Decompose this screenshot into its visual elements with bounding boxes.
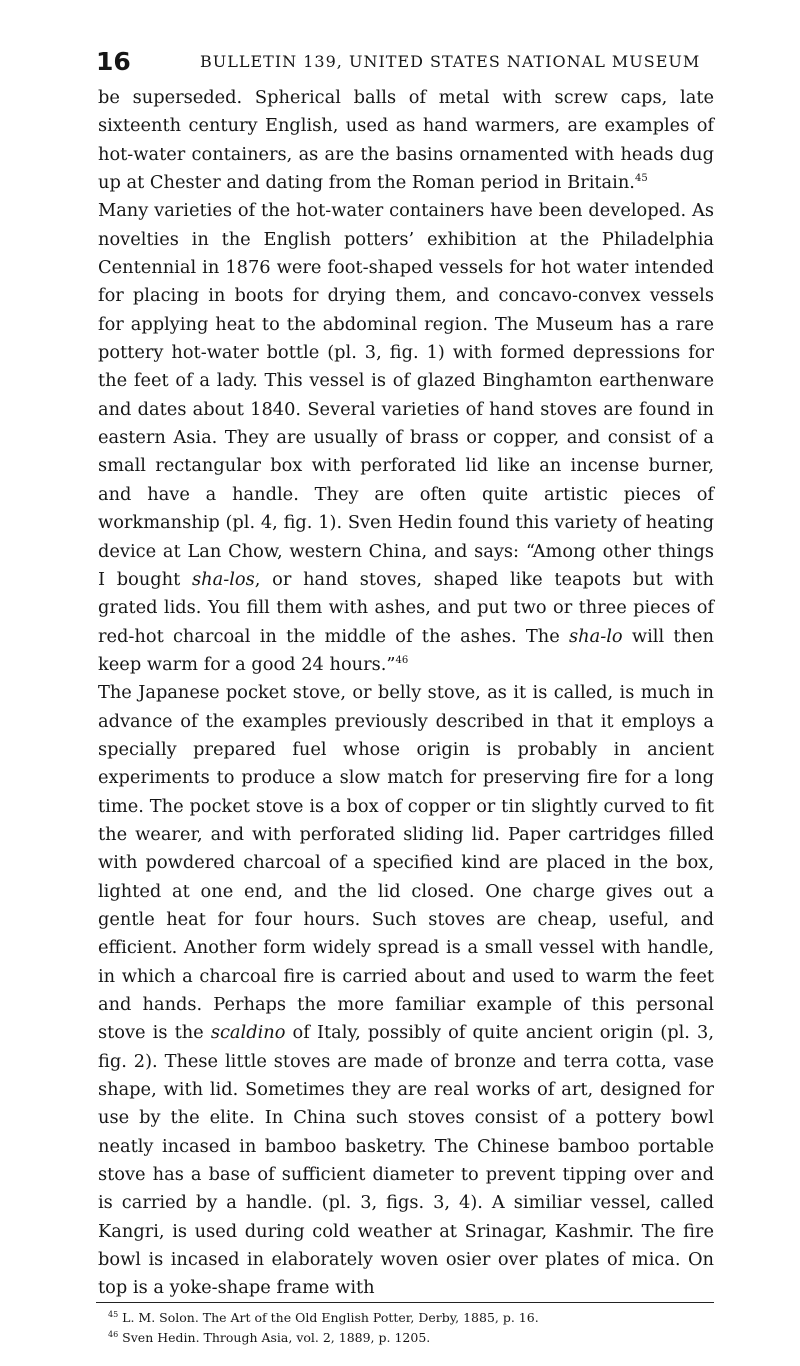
- footnote-45: [108, 1306, 708, 1326]
- body-text: [98, 84, 714, 1303]
- footnote-46: [108, 1326, 708, 1346]
- paragraph-3: The Japanese pocket stove, or belly stove, as it is called, is much in advance of the examples previously described in that it employs a specially prepared fuel whose origin is probably in ancient experiments to produce a slow match for preserving fire for a long time. The pocket stove is a box of copper or tin slightly curved to fit the wearer, and with perforated sliding lid. Paper cartridges filled with powdered charcoal of a specified kind are placed in the box, lighted at one end, and the lid closed. One charge gives out a gentle heat for four hours. Such stoves are cheap, useful, and efficient. Another form widely spread is a small vessel with handle, in which a charcoal fire is carried about and used to warm the feet and hands. Perhaps the more familiar example of this personal stove is the scaldino of Italy, possibly of quite ancient origin (pl. 3, fig. 2). These little stoves are made of bronze and terra cotta, vase shape, with lid. Sometimes they are real works of art, designed for use by the elite. In China such stoves consist of a pottery bowl neatly incased in bamboo basketry. The Chinese bamboo portable stove has a base of sufficient diameter to prevent tipping over and is carried by a handle. (pl. 3, figs. 3, 4). A similiar vessel, called Kangri, is used during cold weather at Srinagar, Kashmir. The fire bowl is incased in elaborately woven osier over plates of mica. On top is a yoke-shape frame with: [98, 682, 715, 1299]
- running-head: BULLETIN 139, UNITED STATES NATIONAL MUSEUM: [200, 52, 701, 71]
- footnote-text: L. M. Solon. The Art of the Old English Potter, Derby, 1885, p. 16.: [122, 1310, 539, 1326]
- page-header: [96, 44, 720, 80]
- footnote-marker: 45: [108, 1310, 119, 1319]
- footnote-rule: [96, 1302, 714, 1303]
- paragraph-2: Many varieties of the hot-water containers have been developed. As novelties in the English potters’ exhibition at the Philadelphia Centennial in 1876 were foot-shaped vessels for hot water intended for placing in boots for drying them, and concavo-convex vessels for applying heat to the abdominal region. The Museum has a rare pottery hot-water bottle (pl. 3, fig. 1) with formed depressions for the feet of a lady. This vessel is of glazed Binghamton earthenware and dates about 1840. Several varieties of hand stoves are found in eastern Asia. They are usually of brass or copper, and consist of a small rectangular box with perforated lid like an incense burner, and have a handle. They are often quite artistic pieces of workmanship (pl. 4, fig. 1). Sven Hedin found this variety of heating device at Lan Chow, western China, and says: “Among other things I bought sha-los, or hand stoves, shaped like teapots but with grated lids. You fill them with ashes, and put two or three pieces of red-hot charcoal in the middle of the ashes. The sha-lo will then keep warm for a good 24 hours.”$^{46}$: [98, 200, 714, 675]
- paragraph-1: be superseded. Spherical balls of metal with screw caps, late sixteenth century English, used as hand warmers, are examples of hot-water containers, as are the basins ornamented with heads dug up at Chester and dating from the Roman period in Britain.$^{45}$: [98, 87, 714, 194]
- footnote-text: Sven Hedin. Through Asia, vol. 2, 1889, p. 1205.: [122, 1330, 431, 1346]
- footnote-marker: 46: [108, 1330, 119, 1340]
- footnotes: [108, 1306, 708, 1346]
- page-number: 16: [96, 47, 131, 76]
